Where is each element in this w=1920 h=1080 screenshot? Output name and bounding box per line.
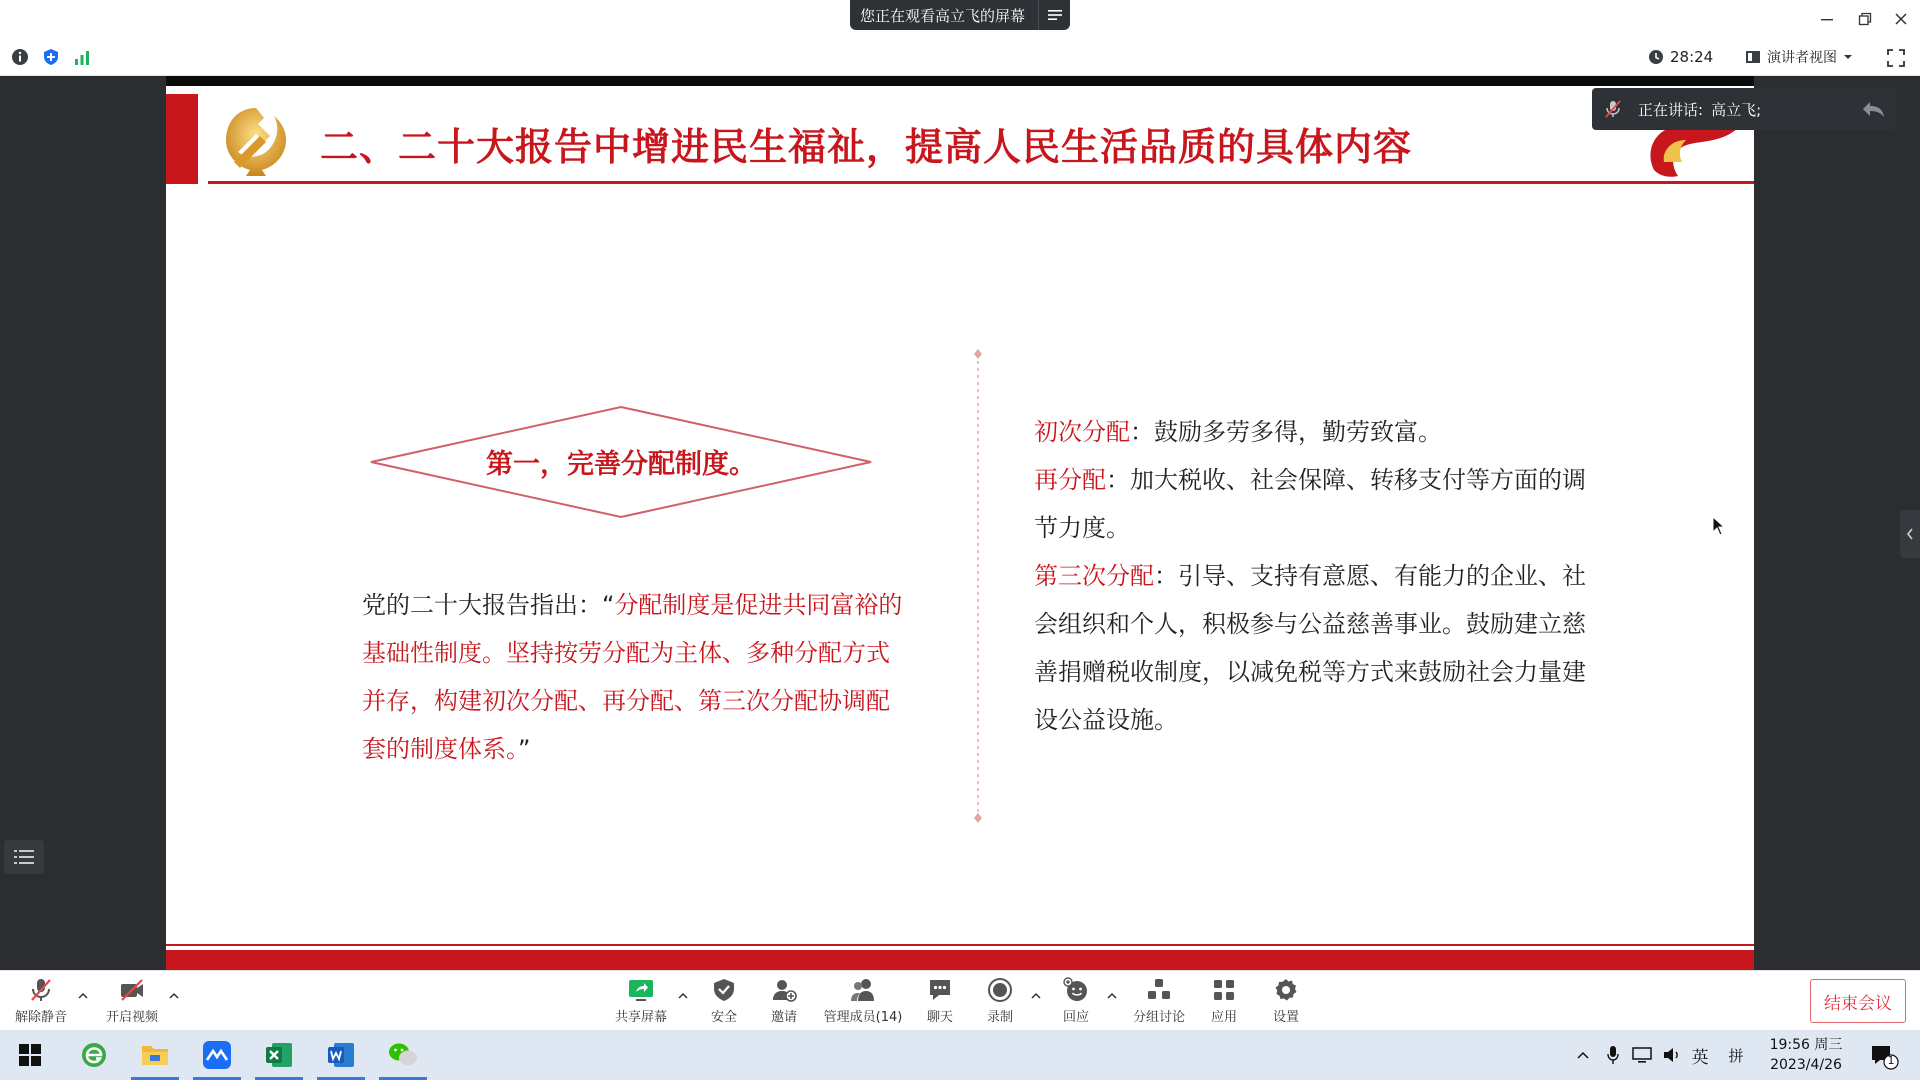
- term-redistribution: 再分配: [1034, 466, 1106, 494]
- right-item-primary: [1034, 408, 1594, 456]
- folder-icon: [140, 1042, 170, 1068]
- notification-icon: [1868, 1042, 1900, 1070]
- minimize-icon: [1820, 12, 1834, 26]
- close-button[interactable]: [1886, 6, 1916, 32]
- slide-title: 二、二十大报告中增进民生福祉，提高人民生活品质的具体内容: [320, 125, 1413, 169]
- word-icon: [326, 1040, 356, 1070]
- view-mode-label: 演讲者视图: [1767, 50, 1837, 66]
- taskbar-browser[interactable]: [68, 1030, 120, 1080]
- invite-button[interactable]: [762, 977, 806, 1027]
- record-label: 录制: [986, 1010, 1013, 1025]
- taskbar-wechat[interactable]: [377, 1030, 429, 1080]
- browser-icon: [79, 1040, 109, 1070]
- window-title-bar: [0, 0, 1920, 38]
- breakout-rooms-label: 分组讨论: [1132, 1010, 1185, 1025]
- share-screen-label: 共享屏幕: [614, 1010, 667, 1025]
- apps-grid-icon: [1211, 977, 1237, 1003]
- breakout-rooms-button[interactable]: [1128, 977, 1190, 1027]
- settings-button[interactable]: [1264, 977, 1308, 1027]
- presenter-view-icon: [1745, 49, 1761, 65]
- windows-logo-icon: [19, 1044, 41, 1066]
- security-button[interactable]: [702, 977, 746, 1027]
- apps-button[interactable]: [1202, 977, 1246, 1027]
- clock-icon: [1648, 49, 1664, 65]
- left-paragraph-intro: 党的二十大报告指出：“: [362, 591, 615, 619]
- tray-volume-icon[interactable]: [1660, 1044, 1684, 1066]
- slide-bottom-bar: [166, 950, 1754, 970]
- end-meeting-button[interactable]: 结束会议: [1810, 979, 1906, 1023]
- breakout-rooms-icon: [1146, 977, 1172, 1003]
- chat-button[interactable]: [918, 977, 962, 1027]
- mouse-cursor-icon: [1712, 516, 1726, 536]
- os-taskbar: [0, 1030, 1920, 1080]
- excel-icon: [264, 1040, 294, 1070]
- notification-count: 1: [1887, 1054, 1895, 1067]
- info-icon[interactable]: [11, 48, 29, 66]
- speaker-name: 高立飞;: [1711, 100, 1762, 119]
- start-video-button[interactable]: [100, 977, 164, 1027]
- shared-slide: [166, 86, 1754, 970]
- side-list-toggle[interactable]: [4, 840, 44, 874]
- section-heading: 第一，完善分配制度。: [486, 449, 756, 480]
- chevron-up-icon[interactable]: [1030, 991, 1042, 1001]
- share-screen-button[interactable]: [608, 977, 674, 1027]
- chat-label: 聊天: [926, 1010, 953, 1025]
- mic-muted-icon: [28, 977, 54, 1003]
- right-item-third-distribution: [1034, 552, 1594, 744]
- chevron-left-icon: [1906, 528, 1914, 540]
- text-primary-distribution: ：鼓励多劳多得，勤劳致富。: [1130, 418, 1442, 446]
- term-primary-distribution: 初次分配: [1034, 418, 1130, 446]
- title-red-block: [166, 94, 198, 184]
- record-icon: [987, 977, 1013, 1003]
- timer-value: 28:24: [1670, 48, 1714, 66]
- shield-check-icon: [711, 977, 737, 1003]
- close-icon: [1894, 12, 1908, 26]
- left-paragraph: [362, 581, 912, 773]
- fullscreen-icon[interactable]: [1886, 48, 1906, 68]
- meeting-app-icon: [202, 1040, 232, 1070]
- minimize-button[interactable]: [1812, 6, 1842, 32]
- chevron-up-icon[interactable]: [677, 991, 689, 1001]
- text-redistribution: ：加大税收、社会保障、转移支付等方面的调节力度。: [1034, 466, 1586, 542]
- meeting-toolbar: [0, 970, 1920, 1030]
- text-third-distribution: ：引导、支持有意愿、有能力的企业、社会组织和个人，积极参与公益慈善事业。鼓励建立慈善捐赠税收制度，以减免税等方式来鼓励社会力量建设公益设施。: [1034, 562, 1586, 734]
- restore-button[interactable]: [1850, 6, 1880, 32]
- settings-label: 设置: [1272, 1010, 1299, 1025]
- add-user-icon: [771, 977, 797, 1003]
- notification-center-button[interactable]: [1868, 1042, 1900, 1070]
- list-icon: [14, 849, 34, 865]
- gear-icon: [1273, 977, 1299, 1003]
- share-banner-text: 您正在观看高立飞的屏幕: [860, 6, 1026, 25]
- dotted-divider: [972, 348, 984, 824]
- active-speaker-indicator: [1592, 88, 1896, 130]
- right-paragraph: [1034, 408, 1594, 744]
- start-button[interactable]: [4, 1030, 56, 1080]
- members-icon: [850, 977, 876, 1003]
- chevron-up-icon[interactable]: [1106, 991, 1118, 1001]
- system-clock[interactable]: [1768, 1035, 1844, 1075]
- start-video-label: 开启视频: [105, 1010, 158, 1025]
- taskbar-word[interactable]: [315, 1030, 367, 1080]
- unmute-label: 解除静音: [14, 1010, 67, 1025]
- taskbar-file-explorer[interactable]: [129, 1030, 181, 1080]
- manage-members-button[interactable]: [822, 977, 904, 1027]
- network-signal-icon[interactable]: [73, 48, 91, 66]
- slide-bottom-line: [166, 944, 1754, 946]
- screen-share-banner[interactable]: [850, 0, 1070, 30]
- video-off-icon: [119, 977, 145, 1003]
- reactions-button[interactable]: [1054, 977, 1098, 1027]
- hamburger-menu-icon[interactable]: [1038, 0, 1070, 30]
- share-screen-icon: [628, 977, 654, 1003]
- chevron-up-icon[interactable]: [77, 991, 89, 1001]
- restore-icon: [1858, 12, 1872, 26]
- meeting-timer: [1648, 47, 1713, 67]
- ime-mode-indicator[interactable]: 拼: [1728, 1046, 1744, 1065]
- title-underline: [208, 181, 1754, 184]
- security-label: 安全: [710, 1010, 737, 1025]
- chat-bubble-icon: [927, 977, 953, 1003]
- clock-date: 2023/4/26: [1770, 1057, 1842, 1073]
- chevron-down-icon: [1843, 53, 1853, 61]
- ime-language-indicator[interactable]: 英: [1691, 1047, 1709, 1068]
- speaker-label: 正在讲话:: [1638, 100, 1704, 119]
- apps-label: 应用: [1210, 1010, 1237, 1025]
- tray-microphone-icon[interactable]: [1602, 1044, 1624, 1066]
- tray-network-icon[interactable]: [1630, 1044, 1654, 1066]
- invite-label: 邀请: [770, 1010, 797, 1025]
- muted-mic-icon: [1592, 88, 1634, 130]
- taskbar-excel[interactable]: [253, 1030, 305, 1080]
- wechat-icon: [387, 1041, 419, 1069]
- collapse-arrow-icon[interactable]: [1860, 98, 1886, 120]
- manage-members-label: 管理成员(14): [823, 1010, 903, 1025]
- view-mode-dropdown[interactable]: [1745, 47, 1853, 67]
- clock-time: 19:56 周三: [1769, 1037, 1843, 1053]
- meeting-info-bar: [0, 38, 1920, 76]
- right-item-redistribution: [1034, 456, 1594, 552]
- record-button[interactable]: [978, 977, 1022, 1027]
- slide-top-border: [166, 76, 1754, 86]
- left-paragraph-close: ”: [518, 735, 531, 763]
- right-panel-toggle[interactable]: [1900, 510, 1920, 558]
- chevron-up-icon[interactable]: [168, 991, 180, 1001]
- tray-overflow-chevron-up-icon[interactable]: [1572, 1044, 1594, 1066]
- term-third-distribution: 第三次分配: [1034, 562, 1154, 590]
- party-emblem-icon: [216, 100, 296, 180]
- security-shield-icon[interactable]: [42, 48, 60, 66]
- reactions-label: 回应: [1062, 1010, 1089, 1025]
- unmute-button[interactable]: [10, 977, 72, 1027]
- left-paragraph-quote: 分配制度是促进共同富裕的基础性制度。坚持按劳分配为主体、多种分配方式并存，构建初次分配、再分配、第三次分配协调配套的制度体系。: [362, 591, 903, 763]
- taskbar-tencent-meeting[interactable]: [191, 1030, 243, 1080]
- emoji-reaction-icon: [1063, 977, 1089, 1003]
